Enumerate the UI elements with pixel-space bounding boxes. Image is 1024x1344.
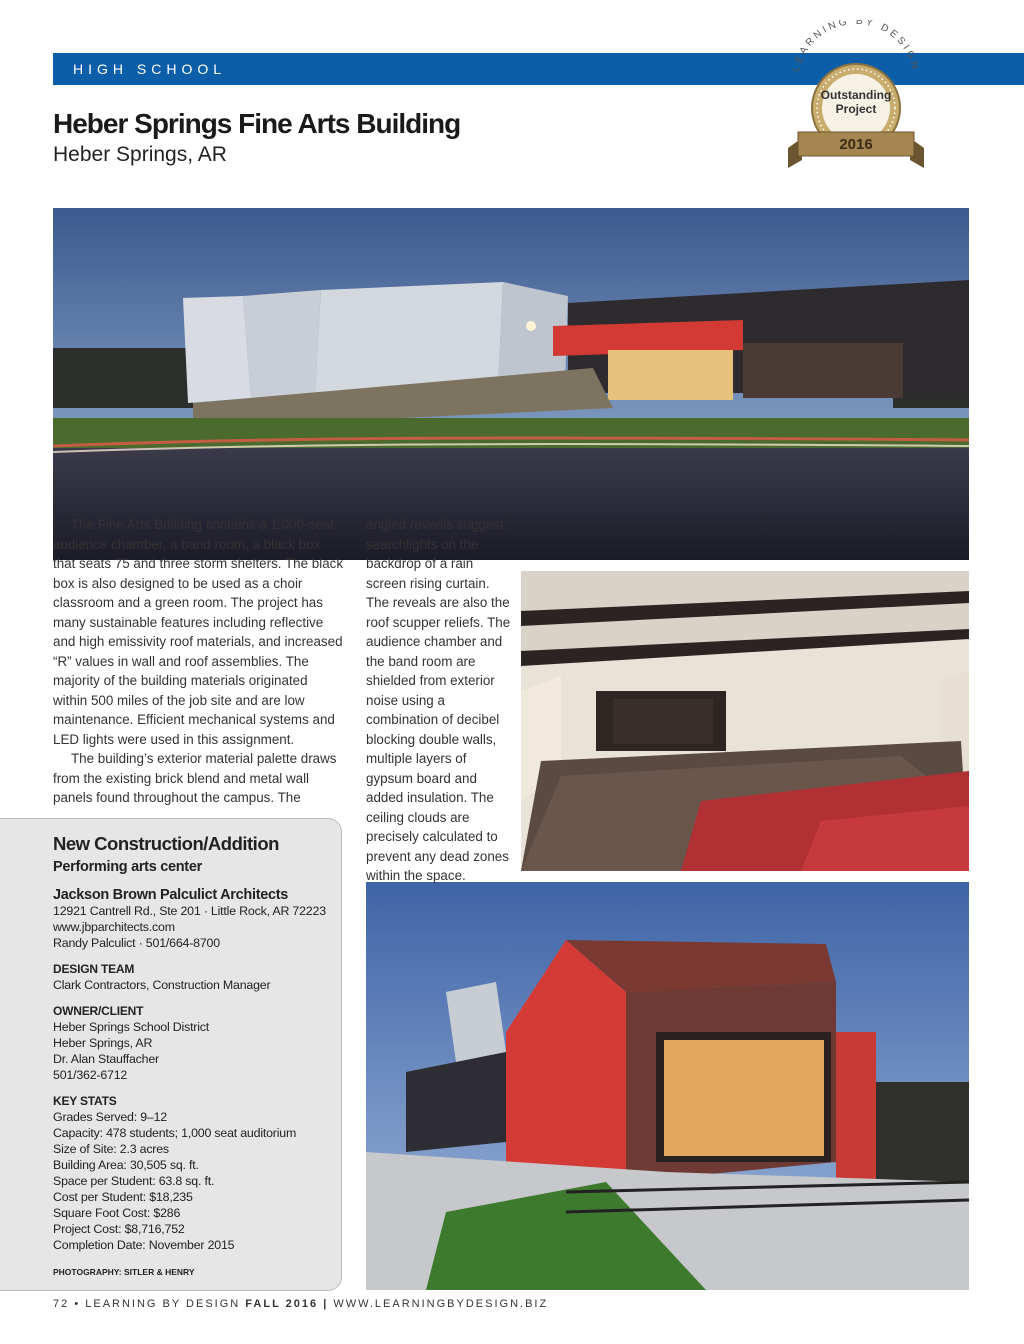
badge-year: 2016 — [839, 136, 873, 153]
article-paragraph: The Fine Arts Building contains a 1,000-seat audience chamber, a band room, a black box that seats 75 and three storm shelters. The black box is also designed to be used as a choir classroom and a green room. The project has many sustainable features including reflective and high emissivity roof materials, and increased “R” values in wall and roof assemblies. The majority of the building materials originated within 500 miles of the job site and are low maintenance. Efficient mechanical systems and LED lights were used in this assignment. — [53, 517, 344, 747]
owner-line: Heber Springs, AR — [53, 1036, 153, 1050]
page-number: 72 — [53, 1298, 70, 1310]
auditorium-interior-photo — [521, 571, 969, 871]
project-category: New Construction/Addition — [53, 833, 279, 854]
project-title: Heber Springs Fine Arts Building — [53, 108, 461, 139]
footer-url[interactable]: WWW.LEARNINGBYDESIGN.BIZ — [333, 1298, 549, 1310]
architect-website: www.jbparchitects.com — [53, 920, 175, 934]
architect-firm: Jackson Brown Palculict Architects — [53, 887, 289, 903]
owner-line: 501/362-6712 — [53, 1068, 128, 1082]
key-stat: Cost per Student: $18,235 — [53, 1190, 193, 1204]
exterior-dusk-photo — [53, 208, 969, 560]
key-stats-heading: KEY STATS — [53, 1094, 117, 1108]
key-stat: Space per Student: 63.8 sq. ft. — [53, 1174, 215, 1188]
owner-line: Dr. Alan Stauffacher — [53, 1052, 159, 1066]
project-location: Heber Springs, AR — [53, 143, 227, 166]
award-badge — [780, 20, 930, 180]
project-info-box — [0, 818, 342, 1291]
article-paragraph: The building’s exterior material palette draws from the existing brick blend and metal wall panels found throughout the campus. The — [53, 751, 337, 805]
badge-line2: Project — [835, 102, 877, 116]
article-paragraph: angled reveals suggest searchlights on the backdrop of a rain screen rising curtain. The reveals are also the roof scupper reliefs. The audience chamber and the band room are shielded from exterior noise using a combination of decibel blocking double walls, multiple layers of gypsum board and added insulation. The ceiling clouds are precisely calculated to prevent any dead zones within the space. — [366, 517, 511, 883]
publication-name: LEARNING BY DESIGN — [85, 1298, 241, 1310]
architect-address: 12921 Cantrell Rd., Ste 201 · Little Rock, AR 72223 — [53, 904, 326, 918]
design-team-heading: DESIGN TEAM — [53, 962, 135, 976]
design-team: Clark Contractors, Construction Manager — [53, 978, 271, 992]
key-stat: Square Foot Cost: $286 — [53, 1206, 181, 1220]
architect-contact: Randy Palculict · 501/664-8700 — [53, 936, 220, 950]
owner-line: Heber Springs School District — [53, 1020, 210, 1034]
badge-line1: Outstanding — [820, 88, 892, 102]
section-label: HIGH SCHOOL — [73, 61, 227, 77]
photo-credit: PHOTOGRAPHY: SITLER & HENRY — [53, 1267, 195, 1277]
key-stat: Capacity: 478 students; 1,000 seat auditorium — [53, 1126, 297, 1140]
footer-separator: | — [323, 1298, 329, 1310]
owner-heading: OWNER/CLIENT — [53, 1004, 144, 1018]
entrance-exterior-photo — [366, 882, 969, 1290]
key-stat: Project Cost: $8,716,752 — [53, 1222, 185, 1236]
article-column-1 — [53, 515, 345, 808]
page-footer: 72 • LEARNING BY DESIGN FALL 2016 | WWW.LEARNINGBYDESIGN.BIZ — [53, 1298, 549, 1310]
key-stat: Grades Served: 9–12 — [53, 1110, 167, 1124]
key-stat: Size of Site: 2.3 acres — [53, 1142, 169, 1156]
project-subcategory: Performing arts center — [53, 859, 202, 875]
badge-arc-text: LEARNING BY DESIGN — [790, 20, 922, 73]
article-column-2 — [366, 515, 514, 886]
issue-label: FALL 2016 — [245, 1298, 319, 1310]
key-stat: Building Area: 30,505 sq. ft. — [53, 1158, 199, 1172]
key-stat: Completion Date: November 2015 — [53, 1238, 235, 1252]
